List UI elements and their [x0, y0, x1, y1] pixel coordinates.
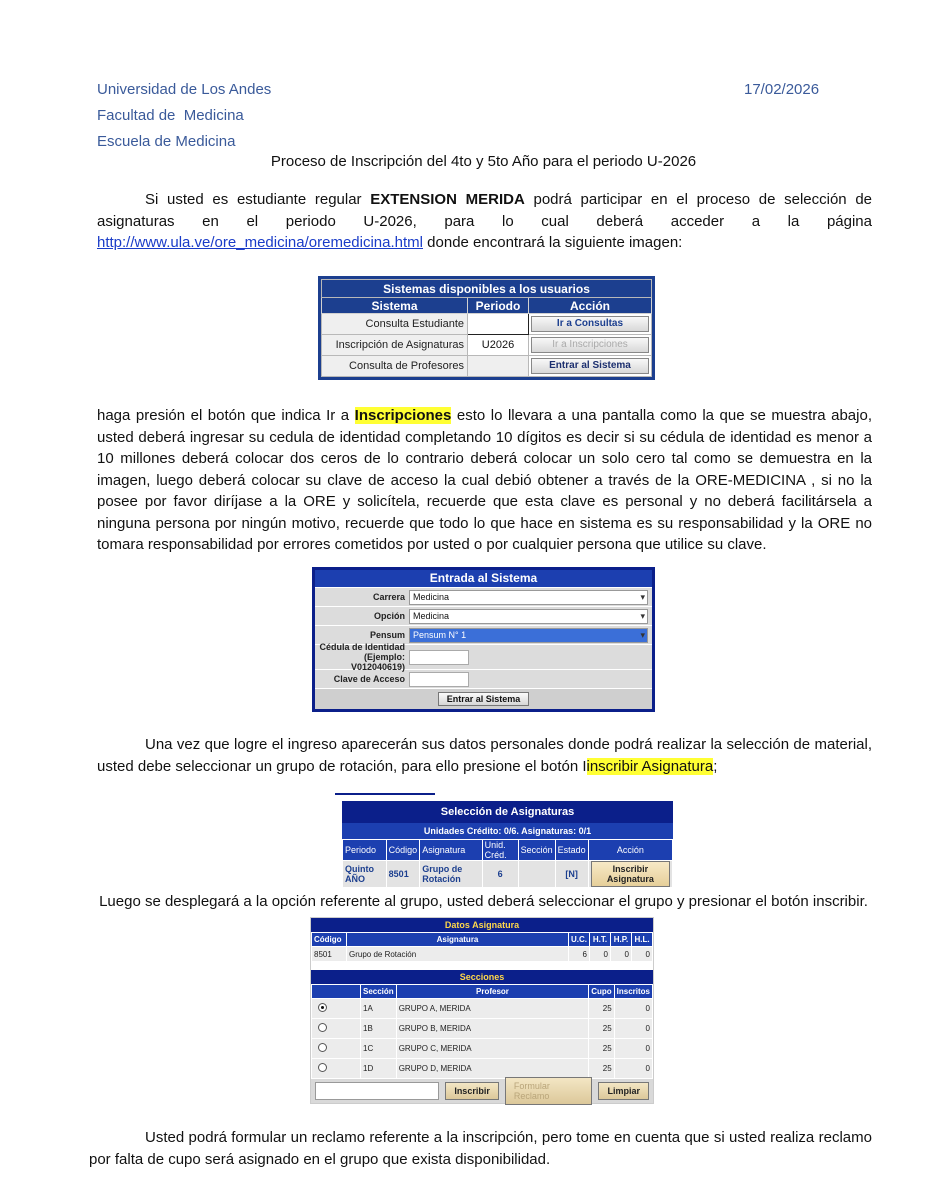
sel-header: Estado [555, 840, 588, 861]
section-inscritos: 0 [614, 1039, 652, 1059]
pensum-select[interactable]: Pensum N° 1 ▾ [409, 628, 648, 643]
sec-header: Sección [361, 985, 397, 999]
systems-header-periodo: Periodo [468, 298, 529, 314]
sel-seccion [518, 861, 555, 888]
login-caption: Entrada al Sistema [315, 570, 652, 587]
university-name: Universidad de Los Andes [97, 81, 272, 98]
section-prof: GRUPO C, MERIDA [396, 1039, 589, 1059]
ir-consultas-button[interactable]: Ir a Consultas [531, 316, 649, 332]
systems-header-sistema: Sistema [322, 298, 468, 314]
reclamo-text-input[interactable] [315, 1082, 439, 1100]
inscribir-button[interactable]: Inscribir [445, 1082, 499, 1100]
ir-inscripciones-button[interactable]: Ir a Inscripciones [531, 337, 649, 353]
paragraph-selection [97, 734, 872, 777]
system-period [468, 314, 529, 335]
datos-header: Asignatura [347, 933, 569, 947]
pensum-label: Pensum [369, 630, 405, 640]
selection-caption: Selección de Asignaturas [342, 801, 673, 823]
paragraph-intro [97, 189, 872, 254]
sec-header: Cupo [589, 985, 614, 999]
selection-panel [342, 801, 673, 888]
login-panel [312, 567, 655, 712]
paragraph-reclamo [89, 1127, 872, 1170]
section-prof: GRUPO A, MERIDA [396, 999, 589, 1019]
datos-caption: Datos Asignatura [311, 918, 653, 932]
carrera-label: Carrera [372, 592, 405, 602]
section-radio[interactable] [318, 1023, 327, 1032]
systems-header-accion: Acción [529, 298, 652, 314]
clave-input[interactable] [409, 672, 469, 687]
datos-header: U.C. [569, 933, 590, 947]
document-title: Proceso de Inscripción del 4to y 5to Año para el periodo U-2026 [270, 153, 697, 170]
sel-header: Periodo [343, 840, 387, 861]
section-inscritos: 0 [614, 999, 652, 1019]
sel-uc: 6 [482, 861, 518, 888]
section-cupo: 25 [589, 1019, 614, 1039]
system-label: Inscripción de Asignaturas [322, 335, 468, 356]
systems-table [318, 276, 655, 380]
sel-codigo: 8501 [386, 861, 420, 888]
opcion-select[interactable]: Medicina ▾ [409, 609, 648, 624]
datos-cell: 6 [569, 947, 590, 962]
sel-estado: [N] [555, 861, 588, 888]
sel-periodo: Quinto AÑO [343, 861, 387, 888]
paragraph-group: Luego se desplegará a la opción referente al grupo, usted deberá seleccionar el grupo y presionar el botón inscribir. [99, 893, 868, 910]
cedula-input[interactable] [409, 650, 469, 665]
p2-text-a: haga presión el botón que indica Ir a [97, 407, 355, 424]
clave-label: Clave de Acceso [333, 674, 405, 684]
p2-inscripciones: Inscripciones [354, 407, 452, 424]
system-label: Consulta de Profesores [322, 356, 468, 377]
divider [335, 793, 435, 795]
section-code: 1B [361, 1019, 397, 1039]
selection-subcaption: Unidades Crédito: 0/6. Asignaturas: 0/1 [342, 823, 673, 839]
section-code: 1C [361, 1039, 397, 1059]
datos-cell: 8501 [312, 947, 347, 962]
datos-cell: 0 [632, 947, 653, 962]
datos-cell: 0 [590, 947, 611, 962]
entrar-sistema-button[interactable]: Entrar al Sistema [531, 358, 649, 374]
sec-header: Profesor [396, 985, 589, 999]
system-period [468, 356, 529, 377]
formular-reclamo-button[interactable]: Formular Reclamo [505, 1077, 593, 1105]
datos-header: H.P. [611, 933, 632, 947]
sel-header: Código [386, 840, 420, 861]
login-submit-button[interactable]: Entrar al Sistema [438, 692, 530, 706]
datos-panel [310, 917, 654, 1104]
datos-cell: Grupo de Rotación [347, 947, 569, 962]
datos-header: H.T. [590, 933, 611, 947]
inscribir-asignatura-button[interactable]: Inscribir Asignatura [591, 861, 670, 887]
p3-text-c: ; [713, 757, 718, 775]
section-inscritos: 0 [614, 1019, 652, 1039]
faculty-name: Facultad de Medicina [97, 107, 244, 124]
school-name: Escuela de Medicina [97, 133, 236, 150]
section-prof: GRUPO B, MERIDA [396, 1019, 589, 1039]
p1-text-d: donde encontrará la siguiente imagen: [423, 234, 683, 251]
opcion-label: Opción [374, 611, 405, 621]
p5-text: Usted podrá formular un reclamo referente a la inscripción, pero tome en cuenta que si usted realiza reclamo por falta de cupo será asignado en el grupo que exista disponibilidad. [89, 1129, 872, 1168]
sel-asignatura: Grupo de Rotación [420, 861, 482, 888]
section-radio[interactable] [318, 1063, 327, 1072]
document-date: 17/02/2026 [744, 81, 820, 98]
section-cupo: 25 [589, 1059, 614, 1079]
p1-text-a: Si usted es estudiante regular [145, 191, 371, 208]
cedula-label: Cédula de Identidad [319, 642, 405, 652]
section-inscritos: 0 [614, 1059, 652, 1079]
p1-text-c: podrá participar en el proceso de selección de asignaturas en el periodo U-2026, para lo cual deberá acceder a la página [97, 191, 873, 230]
section-cupo: 25 [589, 999, 614, 1019]
paragraph-instructions [97, 405, 872, 556]
sel-header: Acción [588, 840, 672, 861]
sel-header: Asignatura [420, 840, 482, 861]
cedula-example: (Ejemplo: V012040619) [350, 652, 405, 672]
datos-header: H.L. [632, 933, 653, 947]
datos-header: Código [312, 933, 347, 947]
sec-header: Inscritos [614, 985, 652, 999]
section-radio[interactable] [318, 1043, 327, 1052]
section-prof: GRUPO D, MERIDA [396, 1059, 589, 1079]
limpiar-button[interactable]: Limpiar [598, 1082, 649, 1100]
section-code: 1D [361, 1059, 397, 1079]
p3-text-a: Una vez que logre el ingreso aparecerán sus datos personales donde podrá realizar la selección de material, usted debe seleccionar un grupo de rotación, para ello presione el botón I [97, 736, 872, 775]
ore-link[interactable]: http://www.ula.ve/ore_medicina/oremedicina.html [97, 234, 423, 251]
systems-caption: Sistemas disponibles a los usuarios [322, 280, 652, 298]
sel-header: Unid. Créd. [482, 840, 518, 861]
section-cupo: 25 [589, 1039, 614, 1059]
system-period: U2026 [468, 335, 529, 356]
section-code: 1A [361, 999, 397, 1019]
system-label: Consulta Estudiante [322, 314, 468, 335]
sel-header: Sección [518, 840, 555, 861]
p2-text-c: esto lo llevara a una pantalla como la que se muestra abajo, usted deberá ingresar su cedula de identidad completando 10 dígitos es decir si su cédula de identidad es menor a 10 millones deberá colocar dos ceros de lo contrario deberá colocar un solo cero tal como se demuestra en la imagen, luego deberá colocar su clave de acceso la cual debió obtener a través de la ORE-MEDICINA , si no la posee por favor diríjase a la ORE y solicítela, recuerde que esta clave es personal y no deberá facilitársela a ninguna persona por ningún motivo, recuerde que todo lo que hace en sistema es su responsabilidad y la ORE no tomara responsabilidad por errores cometidos por usted o por cualquier persona que utilice su clave. [97, 407, 872, 553]
carrera-select[interactable]: Medicina ▾ [409, 590, 648, 605]
section-radio[interactable] [318, 1003, 327, 1012]
datos-cell: 0 [611, 947, 632, 962]
p1-extension: EXTENSION MERIDA [370, 191, 525, 208]
secciones-caption: Secciones [311, 970, 653, 984]
p3-inscribir: inscribir Asignatura [586, 757, 714, 775]
